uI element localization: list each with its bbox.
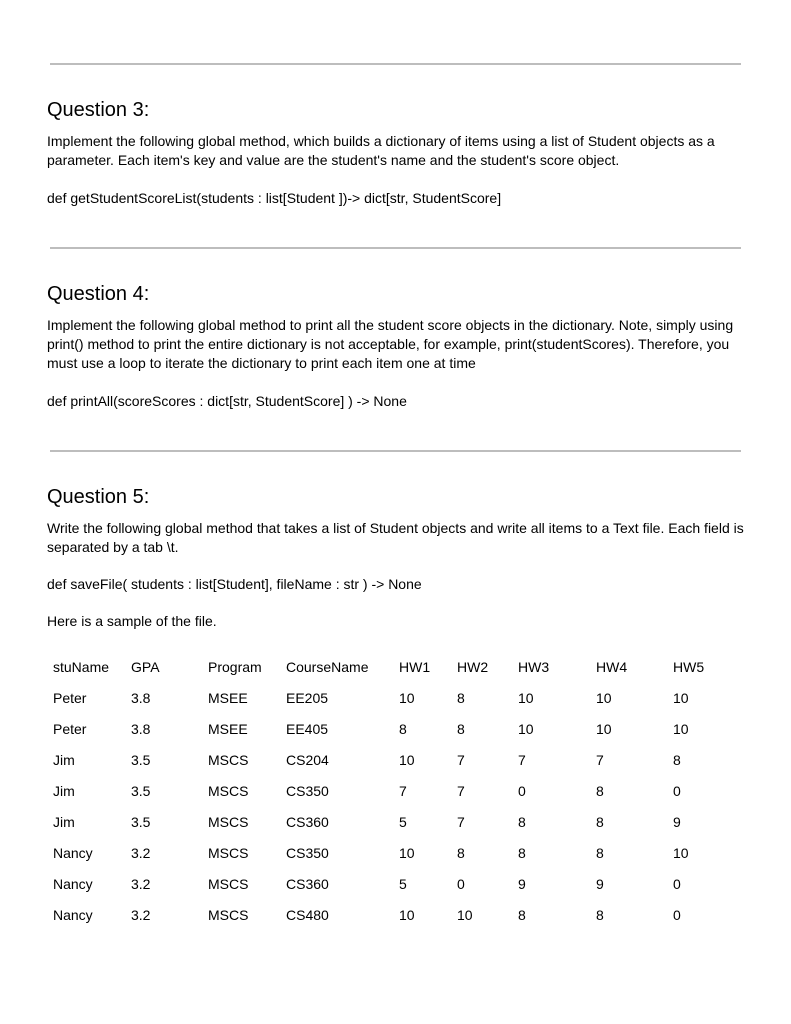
cell-hw5: 0 xyxy=(673,906,681,923)
question-4-title: Question 4: xyxy=(47,283,150,305)
cell-hw2: 8 xyxy=(457,689,465,706)
cell-hw1: 10 xyxy=(399,751,415,768)
cell-coursename: CS350 xyxy=(286,844,329,861)
cell-program: MSCS xyxy=(208,813,249,830)
cell-stuname: Jim xyxy=(53,751,75,768)
cell-program: MSCS xyxy=(208,875,249,892)
cell-gpa: 3.2 xyxy=(131,906,151,923)
cell-hw3: 10 xyxy=(518,689,534,706)
cell-hw1: 7 xyxy=(399,782,407,799)
cell-gpa: 3.8 xyxy=(131,689,151,706)
cell-hw5: 10 xyxy=(673,689,689,706)
cell-hw3: 8 xyxy=(518,906,526,923)
cell-hw3: 7 xyxy=(518,751,526,768)
cell-coursename: CS360 xyxy=(286,875,329,892)
cell-hw2: 7 xyxy=(457,751,465,768)
question-3-signature: def getStudentScoreList(students : list[Student ])-> dict[str, StudentScore] xyxy=(47,190,502,206)
header-gpa: GPA xyxy=(131,658,160,675)
cell-coursename: EE405 xyxy=(286,720,329,737)
cell-hw4: 8 xyxy=(596,782,604,799)
table-row xyxy=(53,775,723,806)
cell-coursename: CS350 xyxy=(286,782,329,799)
cell-program: MSCS xyxy=(208,844,249,861)
question-3-text: Implement the following global method, which builds a dictionary of items using a list of Student objects as a parameter. Each item's key and value are the student's name and the student's score object. xyxy=(47,133,715,168)
header-hw5: HW5 xyxy=(673,658,705,675)
cell-hw4: 8 xyxy=(596,813,604,830)
table-row xyxy=(53,899,723,930)
cell-gpa: 3.8 xyxy=(131,720,151,737)
header-program: Program xyxy=(208,658,262,675)
cell-hw3: 8 xyxy=(518,844,526,861)
question-5-signature: def saveFile( students : list[Student], fileName : str ) -> None xyxy=(47,576,422,592)
cell-stuname: Peter xyxy=(53,720,87,737)
divider-q4 xyxy=(50,247,741,249)
cell-program: MSCS xyxy=(208,906,249,923)
cell-hw4: 9 xyxy=(596,875,604,892)
divider-q5 xyxy=(50,450,741,452)
cell-stuname: Nancy xyxy=(53,875,93,892)
cell-hw5: 8 xyxy=(673,751,681,768)
cell-hw1: 5 xyxy=(399,813,407,830)
cell-hw2: 7 xyxy=(457,782,465,799)
cell-stuname: Jim xyxy=(53,813,75,830)
cell-hw4: 8 xyxy=(596,906,604,923)
sample-file-table xyxy=(53,651,723,930)
header-coursename: CourseName xyxy=(286,658,369,675)
table-row xyxy=(53,744,723,775)
cell-hw5: 9 xyxy=(673,813,681,830)
cell-stuname: Nancy xyxy=(53,906,93,923)
table-row xyxy=(53,682,723,713)
cell-gpa: 3.5 xyxy=(131,782,151,799)
cell-gpa: 3.2 xyxy=(131,844,151,861)
cell-hw3: 9 xyxy=(518,875,526,892)
cell-hw3: 0 xyxy=(518,782,526,799)
question-5-title: Question 5: xyxy=(47,486,150,508)
cell-coursename: CS360 xyxy=(286,813,329,830)
cell-coursename: EE205 xyxy=(286,689,329,706)
cell-coursename: CS204 xyxy=(286,751,329,768)
cell-hw5: 0 xyxy=(673,875,681,892)
sample-intro: Here is a sample of the file. xyxy=(47,613,217,629)
table-row xyxy=(53,868,723,899)
cell-hw5: 10 xyxy=(673,720,689,737)
cell-hw3: 10 xyxy=(518,720,534,737)
cell-hw5: 0 xyxy=(673,782,681,799)
cell-hw1: 10 xyxy=(399,689,415,706)
cell-coursename: CS480 xyxy=(286,906,329,923)
divider-top xyxy=(50,63,741,65)
cell-hw4: 10 xyxy=(596,720,612,737)
cell-hw4: 10 xyxy=(596,689,612,706)
question-3 xyxy=(47,98,747,208)
cell-stuname: Nancy xyxy=(53,844,93,861)
cell-hw2: 10 xyxy=(457,906,473,923)
question-5-text: Write the following global method that takes a list of Student objects and write all items to a Text file. Each field is separated by a tab \t. xyxy=(47,520,744,555)
table-row xyxy=(53,713,723,744)
cell-hw4: 7 xyxy=(596,751,604,768)
cell-hw2: 8 xyxy=(457,720,465,737)
cell-hw5: 10 xyxy=(673,844,689,861)
cell-gpa: 3.5 xyxy=(131,813,151,830)
cell-program: MSEE xyxy=(208,689,248,706)
question-5 xyxy=(47,485,747,631)
cell-hw1: 8 xyxy=(399,720,407,737)
table-row xyxy=(53,837,723,868)
table-row xyxy=(53,806,723,837)
cell-program: MSCS xyxy=(208,751,249,768)
cell-gpa: 3.2 xyxy=(131,875,151,892)
header-hw4: HW4 xyxy=(596,658,628,675)
cell-hw1: 5 xyxy=(399,875,407,892)
cell-stuname: Peter xyxy=(53,689,87,706)
cell-hw1: 10 xyxy=(399,844,415,861)
question-4-text: Implement the following global method to print all the student score objects in the dictionary. Note, simply using print() method to print the entire dictionary is not acceptable, for example, print(studentScores). Therefore, you must use a loop to iterate the dictionary to print each item one at time xyxy=(47,317,734,371)
question-4 xyxy=(47,282,747,411)
cell-hw2: 7 xyxy=(457,813,465,830)
table-header-row xyxy=(53,651,723,682)
question-3-title: Question 3: xyxy=(47,99,150,121)
header-stuname: stuName xyxy=(53,658,110,675)
cell-hw4: 8 xyxy=(596,844,604,861)
header-hw2: HW2 xyxy=(457,658,489,675)
cell-hw2: 0 xyxy=(457,875,465,892)
cell-program: MSEE xyxy=(208,720,248,737)
header-hw1: HW1 xyxy=(399,658,431,675)
cell-hw3: 8 xyxy=(518,813,526,830)
cell-hw1: 10 xyxy=(399,906,415,923)
question-4-signature: def printAll(scoreScores : dict[str, StudentScore] ) -> None xyxy=(47,393,407,409)
cell-program: MSCS xyxy=(208,782,249,799)
cell-hw2: 8 xyxy=(457,844,465,861)
cell-stuname: Jim xyxy=(53,782,75,799)
cell-gpa: 3.5 xyxy=(131,751,151,768)
header-hw3: HW3 xyxy=(518,658,550,675)
